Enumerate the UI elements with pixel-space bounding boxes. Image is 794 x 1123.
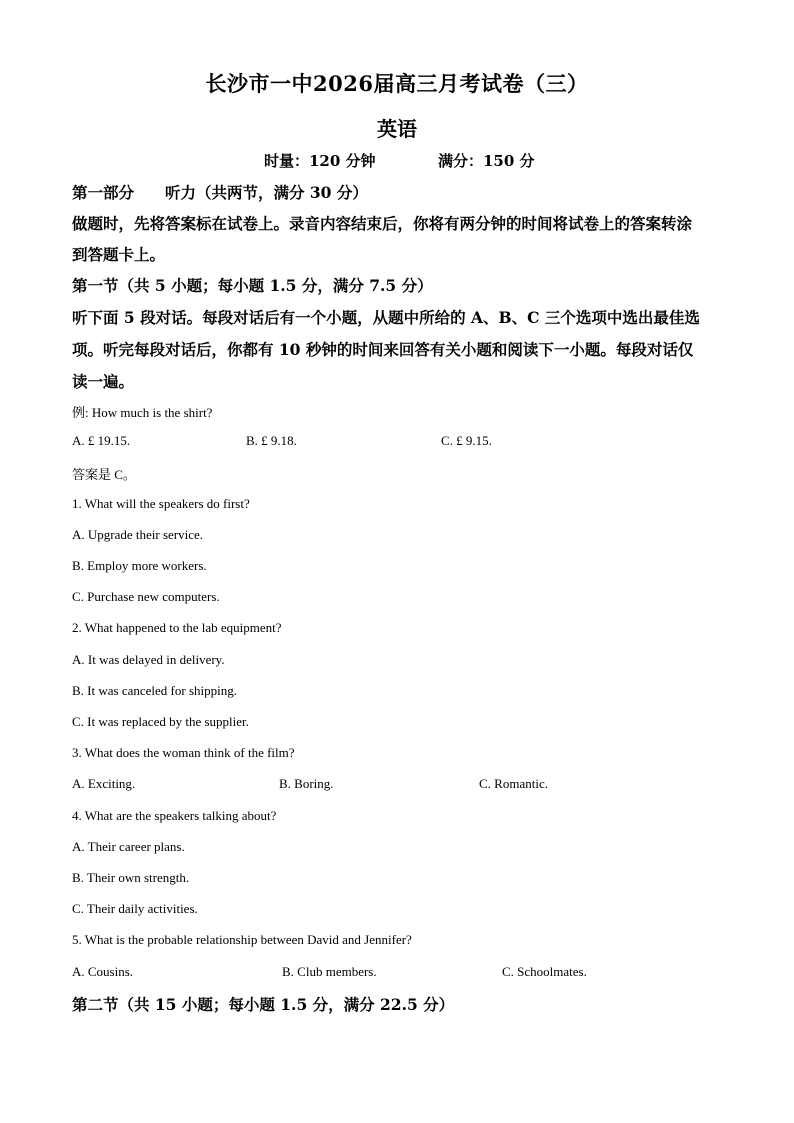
question-4-option-c: C. Their daily activities. (72, 901, 198, 916)
question-1-option-a: A. Upgrade their service. (72, 527, 204, 542)
question-1-option-c: C. Purchase new computers. (72, 589, 220, 604)
section1-instruction-line3: 读一遍。 (72, 372, 135, 391)
section2-heading: 第二节（共 15 小题；每小题 1.5 分，满分 22.5 分） (72, 995, 455, 1014)
section1-instruction-line2: 项。听完每段对话后，你都有 10 秒钟的时间来回答有关小题和阅读下一小题。每段对话仅 (72, 340, 694, 359)
example-option-c: C. £ 9.15. (441, 433, 492, 448)
section1-heading: 第一节（共 5 小题；每小题 1.5 分，满分 7.5 分） (72, 276, 433, 295)
part1-instruction-line1: 做题时，先将答案标在试卷上。录音内容结束后，你将有两分钟的时间将试卷上的答案转涂 (72, 214, 693, 233)
exam-title: 长沙市一中2026届高三月考试卷（三） (205, 71, 589, 96)
exam-score: 满分：150 分 (438, 152, 535, 170)
part1-instruction-line2: 到答题卡上。 (72, 245, 166, 264)
question-2-option-b: B. It was canceled for shipping. (72, 683, 237, 698)
question-4-option-a: A. Their career plans. (72, 839, 185, 854)
question-3-option-b: B. Boring. (279, 776, 334, 791)
example-question: 例: How much is the shirt? (72, 405, 213, 420)
question-5-option-c: C. Schoolmates. (502, 964, 587, 979)
question-5-option-a: A. Cousins. (72, 964, 134, 979)
example-answer: 答案是 C。 (72, 467, 136, 482)
section1-instruction-line1: 听下面 5 段对话。每段对话后有一个小题，从题中所给的 A、B、C 三个选项中选出最佳选 (72, 308, 700, 327)
question-5-stem: 5. What is the probable relationship between David and Jennifer? (72, 932, 412, 947)
exam-time: 时量：120 分钟 (264, 152, 376, 170)
question-4-option-b: B. Their own strength. (72, 870, 190, 885)
question-3-stem: 3. What does the woman think of the film? (72, 745, 295, 760)
question-2-option-c: C. It was replaced by the supplier. (72, 714, 249, 729)
question-5-option-b: B. Club members. (282, 964, 377, 979)
question-1-option-b: B. Employ more workers. (72, 558, 207, 573)
question-1-stem: 1. What will the speakers do first? (72, 496, 250, 511)
question-4-stem: 4. What are the speakers talking about? (72, 808, 277, 823)
example-option-a: A. £ 19.15. (72, 433, 131, 448)
exam-subject: 英语 (377, 117, 417, 141)
question-3-option-a: A. Exciting. (72, 776, 136, 791)
part1-heading: 第一部分 听力（共两节，满分 30 分） (72, 183, 368, 202)
question-2-option-a: A. It was delayed in delivery. (72, 652, 225, 667)
example-option-b: B. £ 9.18. (246, 433, 297, 448)
question-2-stem: 2. What happened to the lab equipment? (72, 620, 282, 635)
question-3-option-c: C. Romantic. (479, 776, 548, 791)
